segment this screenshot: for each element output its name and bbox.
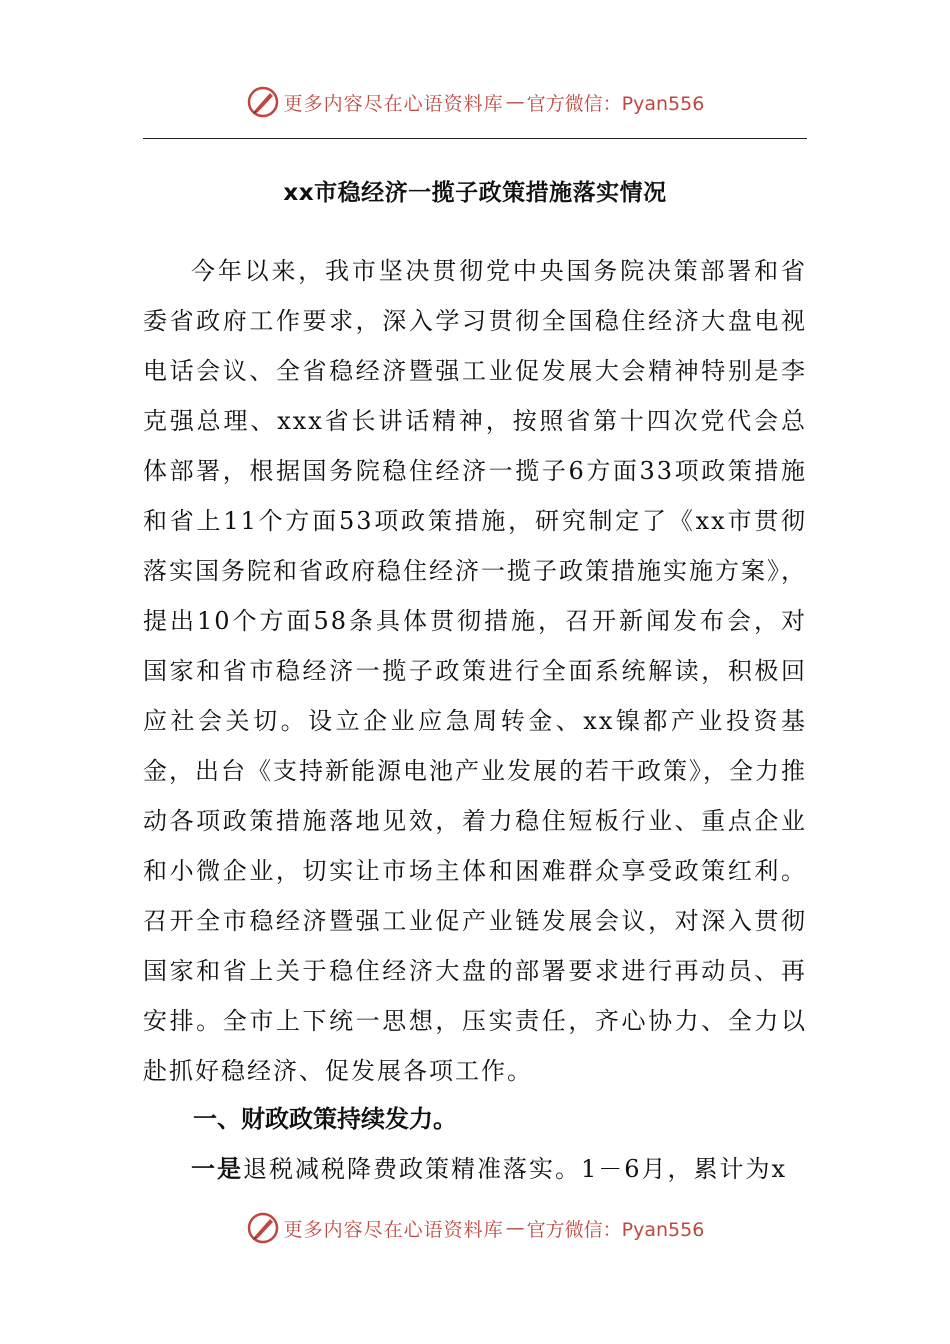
watermark-banner-bottom (0, 1208, 950, 1248)
watermark-text: 更多内容尽在心语资料库 (283, 92, 504, 115)
watermark-wechat: 官方微信：Pyan556 (526, 92, 705, 115)
item-paragraph-1 (143, 1144, 807, 1194)
watermark-wechat: 官方微信：Pyan556 (526, 1218, 705, 1241)
watermark-text: 更多内容尽在心语资料库 (283, 1218, 504, 1241)
pen-logo-icon (246, 1211, 280, 1245)
watermark-separator: — (505, 1217, 525, 1239)
intro-paragraph: 今年以来，我市坚决贯彻党中央国务院决策部署和省委省政府工作要求，深入学习贯彻全国稳住经济大盘电视电话会议、全省稳经济暨强工业促发展大会精神特别是李克强总理、xxx省长讲话精神，按照省第十四次党代会总体部署，根据国务院稳住经济一揽子6方面33项政策措施和省上11个方面53项政策措施，研究制定了《xx市贯彻落实国务院和省政府稳住经济一揽子政策措施实施方案》，提出10个方面58条具体贯彻措施，召开新闻发布会，对国家和省市稳经济一揽子政策进行全面系统解读，积极回应社会关切。设立企业应急周转金、xx镍都产业投资基金，出台《支持新能源电池产业发展的若干政策》，全力推动各项政策措施落地见效，着力稳住短板行业、重点企业和小微企业，切实让市场主体和困难群众享受政策红利。召开全市稳经济暨强工业促产业链发展会议，对深入贯彻国家和省上关于稳住经济大盘的部署要求进行再动员、再安排。全市上下统一思想，压实责任，齐心协力、全力以赴抓好稳经济、促发展各项工作。 (143, 257, 807, 1085)
item-text: 退税减税降费政策精准落实。1－6月，累计为x (243, 1155, 788, 1183)
section-heading-1: 一、财政政策持续发力。 (193, 1105, 457, 1133)
document-title: xx市稳经济一揽子政策措施落实情况 (283, 180, 667, 206)
item-lead: 一是 (191, 1155, 243, 1183)
watermark-banner-top (0, 82, 950, 122)
header-rule (143, 138, 807, 139)
pen-logo-icon (246, 85, 280, 119)
watermark-separator: — (505, 91, 525, 113)
